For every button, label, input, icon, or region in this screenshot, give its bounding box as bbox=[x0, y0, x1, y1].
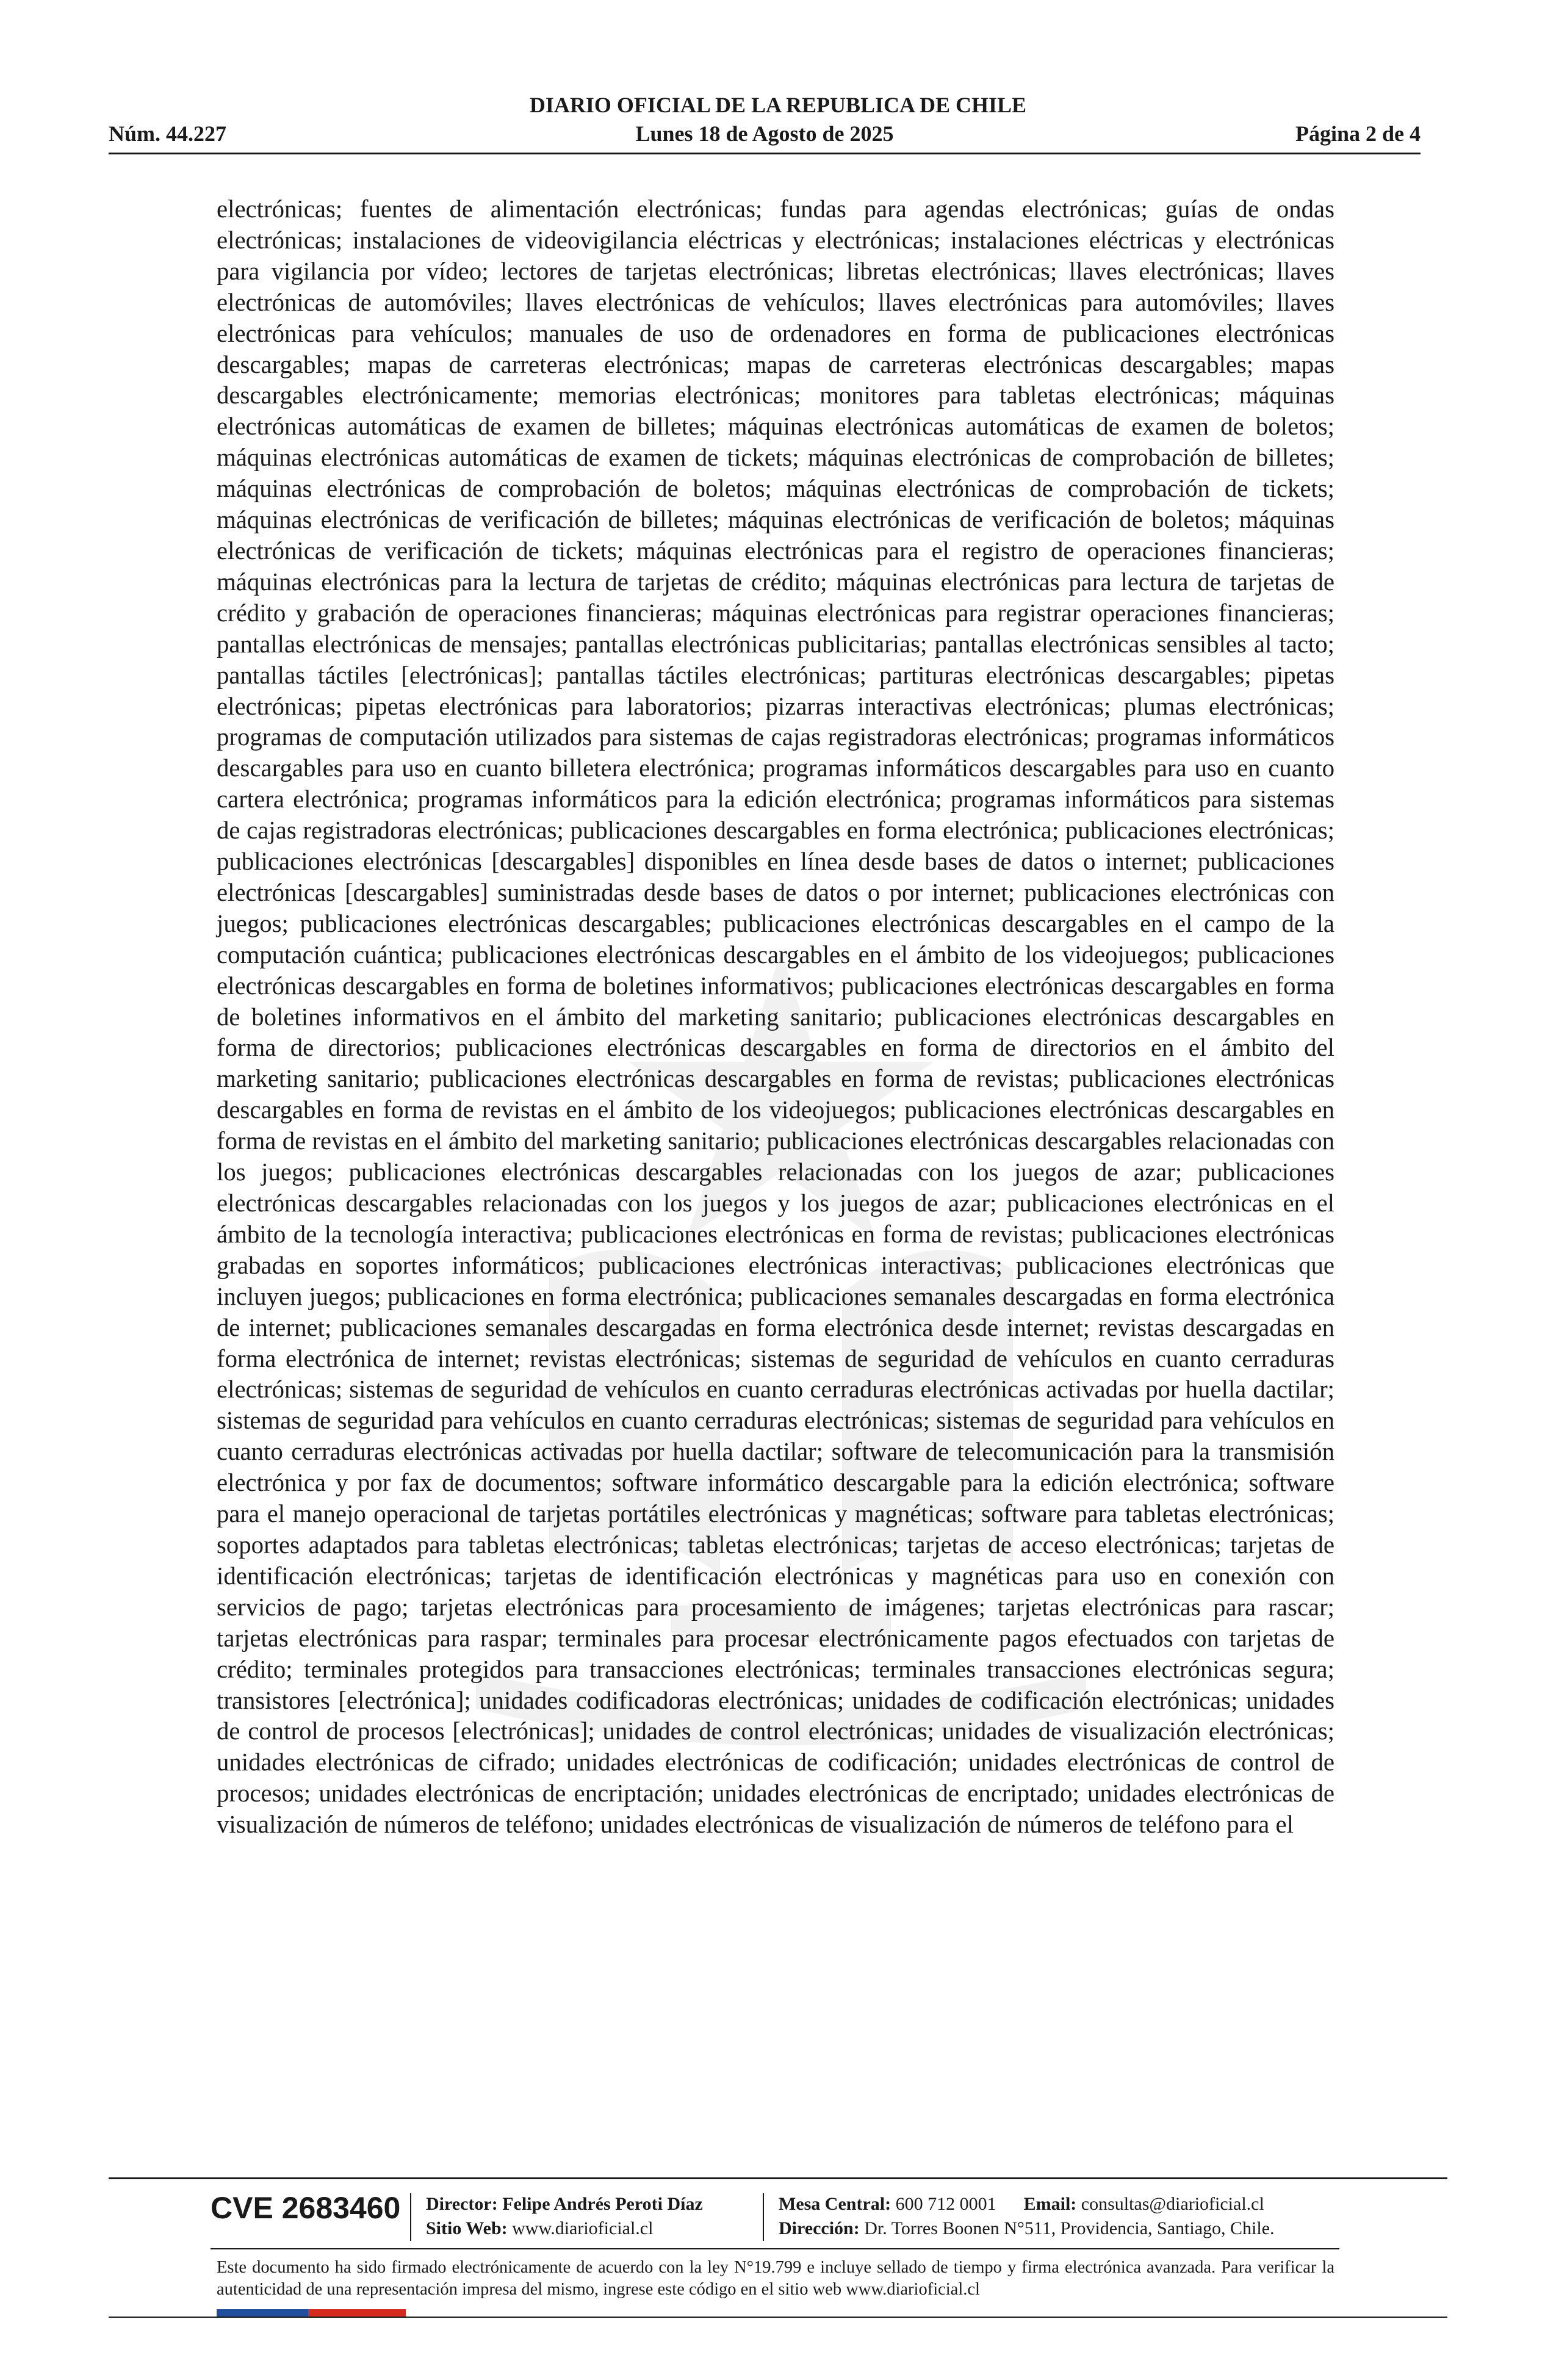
footer-contact-block bbox=[779, 2192, 1275, 2241]
issue-number: Núm. 44.227 bbox=[109, 121, 227, 146]
contact-line bbox=[779, 2192, 1275, 2216]
cve-code: CVE 2683460 bbox=[211, 2191, 401, 2225]
footer-divider-top bbox=[109, 2177, 1447, 2179]
newspaper-title: DIARIO OFICIAL DE LA REPUBLICA DE CHILE bbox=[529, 93, 1027, 117]
document-body bbox=[217, 194, 1334, 1841]
phone-label: Mesa Central: bbox=[779, 2194, 891, 2214]
address-text: Dr. Torres Boonen N°511, Providencia, Santiago, Chile. bbox=[864, 2218, 1275, 2238]
page-indicator: Página 2 de 4 bbox=[1295, 121, 1421, 146]
footer-director-block bbox=[426, 2192, 703, 2241]
flag-red-segment bbox=[308, 2309, 406, 2317]
phone-number: 600 712 0001 bbox=[895, 2194, 996, 2214]
website-line bbox=[426, 2216, 703, 2241]
flag-blue-segment bbox=[217, 2309, 308, 2317]
header-row bbox=[109, 121, 1421, 146]
address-label: Dirección: bbox=[779, 2218, 860, 2238]
signature-disclaimer: Este documento ha sido firmado electrónicamente de acuerdo con la ley N°19.799 e incluye sellado de tiempo y firma electrónica avanzada. Para verificar la autenticidad de una representación impresa del mismo, ingrese este código en el sitio web www.diarioficial.cl bbox=[217, 2258, 1334, 2299]
director-label: Director: bbox=[426, 2194, 498, 2214]
website-link[interactable]: www.diarioficial.cl bbox=[512, 2218, 654, 2238]
chile-flag-stripe bbox=[217, 2309, 406, 2317]
email-label: Email: bbox=[1023, 2194, 1077, 2214]
footer-divider-middle bbox=[211, 2248, 1339, 2249]
body-paragraph: electrónicas; fuentes de alimentación electrónicas; fundas para agendas electrónicas; guías de ondas electrónicas; instalaciones de videovigilancia eléctricas y electrónicas; instalaciones eléctricas y electrónicas para vigilancia por vídeo; lectores de tarjetas electrónicas; libretas electrónicas; llaves electrónicas; llaves electrónicas de automóviles; llaves electrónicas de vehículos; llaves electrónicas para automóviles; llaves electrónicas para vehículos; manuales de uso de ordenadores en forma de publicaciones electrónicas descargables; mapas de carreteras electrónicas; mapas de carreteras electrónicas descargables; mapas descargables electrónicamente; memorias electrónicas; monitores para tabletas electrónicas; máquinas electrónicas automáticas de examen de billetes; máquinas electrónicas automáticas de examen de boletos; máquinas electrónicas automáticas de examen de tickets; máquinas electrónicas de comprobación de billetes; máquinas electrónicas de comprobación de boletos; máquinas electrónicas de comprobación de tickets; máquinas electrónicas de verificación de billetes; máquinas electrónicas de verificación de boletos; máquinas electrónicas de verificación de tickets; máquinas electrónicas para el registro de operaciones financieras; máquinas electrónicas para la lectura de tarjetas de crédito; máquinas electrónicas para lectura de tarjetas de crédito y grabación de operaciones financieras; máquinas electrónicas para registrar operaciones financieras; pantallas electrónicas de mensajes; pantallas electrónicas publicitarias; pantallas electrónicas sensibles al tacto; pantallas táctiles [electrónicas]; pantallas táctiles electrónicas; partituras electrónicas descargables; pipetas electrónicas; pipetas electrónicas para laboratorios; pizarras interactivas electrónicas; plumas electrónicas; programas de computación utilizados para sistemas de cajas registradoras electrónicas; programas informáticos descargables para uso en cuanto billetera electrónica; programas informáticos descargables para uso en cuanto cartera electrónica; programas informáticos para la edición electrónica; programas informáticos para sistemas de cajas registradoras electrónicas; publicaciones descargables en forma electrónica; publicaciones electrónicas; publicaciones electrónicas [descargables] disponibles en línea desde bases de datos o internet; publicaciones electrónicas [descargables] suministradas desde bases de datos o por internet; publicaciones electrónicas con juegos; publicaciones electrónicas descargables; publicaciones electrónicas descargables en el campo de la computación cuántica; publicaciones electrónicas descargables en el ámbito de los videojuegos; publicaciones electrónicas descargables en forma de boletines informativos; publicaciones electrónicas descargables en forma de boletines informativos en el ámbito del marketing sanitario; publicaciones electrónicas descargables en forma de directorios; publicaciones electrónicas descargables en forma de directorios en el ámbito del marketing sanitario; publicaciones electrónicas descargables en forma de revistas; publicaciones electrónicas descargables en forma de revistas en el ámbito de los videojuegos; publicaciones electrónicas descargables en forma de revistas en el ámbito del marketing sanitario; publicaciones electrónicas descargables relacionadas con los juegos; publicaciones electrónicas descargables relacionadas con los juegos de azar; publicaciones electrónicas descargables relacionadas con los juegos y los juegos de azar; publicaciones electrónicas en el ámbito de la tecnología interactiva; publicaciones electrónicas en forma de revistas; publicaciones electrónicas grabadas en soportes informáticos; publicaciones electrónicas interactivas; publicaciones electrónicas que incluyen juegos; publicaciones en forma electrónica; publicaciones semanales descargadas en forma electrónica de internet; publicaciones semanales descargadas en forma electrónica desde internet; revistas descargadas en forma electrónica de internet; revistas electrónicas; sistemas de seguridad de vehículos en cuanto cerraduras electrónicas; sistemas de seguridad de vehículos en cuanto cerraduras electrónicas activadas por huella dactilar; sistemas de seguridad para vehículos en cuanto cerraduras electrónicas; sistemas de seguridad para vehículos en cuanto cerraduras electrónicas activadas por huella dactilar; software de telecomunicación para la transmisión electrónica y por fax de documentos; software informático descargable para la edición electrónica; software para el manejo operacional de tarjetas portátiles electrónicas y magnéticas; software para tabletas electrónicas; soportes adaptados para tabletas electrónicas; tabletas electrónicas; tarjetas de acceso electrónicas; tarjetas de identificación electrónicas; tarjetas de identificación electrónicas y magnéticas para uso en conexión con servicios de pago; tarjetas electrónicas para procesamiento de imágenes; tarjetas electrónicas para rascar; tarjetas electrónicas para raspar; terminales para procesar electrónicamente pagos efectuados con tarjetas de crédito; terminales protegidos para transacciones electrónicas; terminales transacciones electrónicas segura; transistores [electrónica]; unidades codificadoras electrónicas; unidades de codificación electrónicas; unidades de control de procesos [electrónicas]; unidades de control electrónicas; unidades de visualización electrónicas; unidades electrónicas de cifrado; unidades electrónicas de codificación; unidades electrónicas de control de procesos; unidades electrónicas de encriptación; unidades electrónicas de encriptado; unidades electrónicas de visualización de números de teléfono; unidades electrónicas de visualización de números de teléfono para el bbox=[217, 195, 1334, 1839]
header-divider bbox=[109, 153, 1421, 154]
website-label: Sitio Web: bbox=[426, 2218, 508, 2238]
email-link[interactable]: consultas@diarioficial.cl bbox=[1081, 2194, 1264, 2214]
address-line bbox=[779, 2216, 1275, 2241]
issue-date: Lunes 18 de Agosto de 2025 bbox=[635, 121, 894, 146]
director-name: Felipe Andrés Peroti Díaz bbox=[502, 2194, 703, 2214]
footer-separator bbox=[763, 2193, 764, 2241]
footer-separator bbox=[410, 2193, 411, 2241]
footer-divider-bottom bbox=[109, 2317, 1447, 2318]
director-line bbox=[426, 2192, 703, 2216]
